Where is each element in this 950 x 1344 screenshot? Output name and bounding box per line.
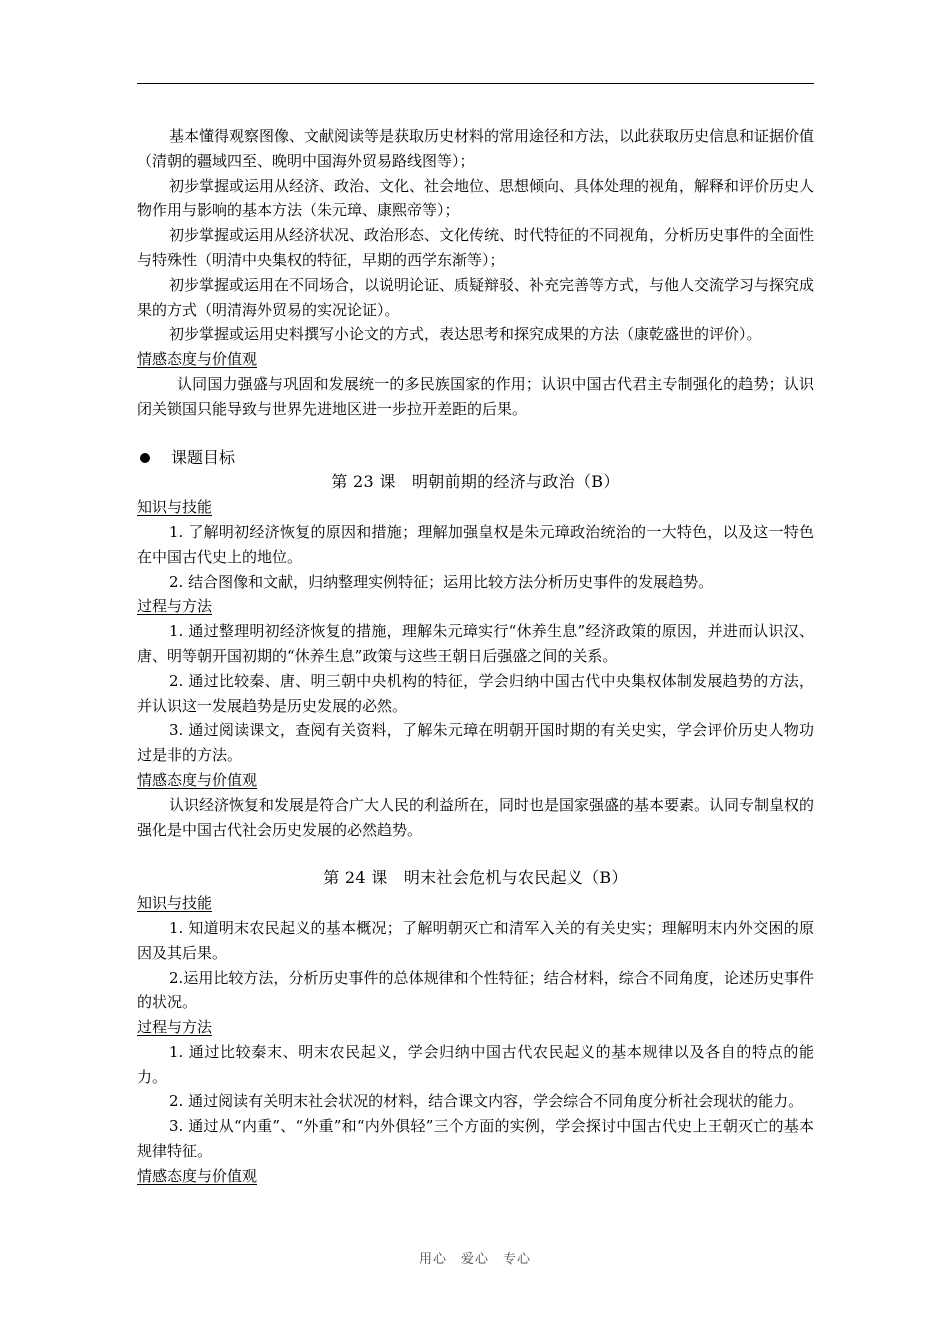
- intro-paragraph: 初步掌握或运用从经济、政治、文化、社会地位、思想倾向、具体处理的视角，解释和评价历史人物作用与影响的基本方法（朱元璋、康熙帝等）；: [137, 176, 815, 220]
- lesson-24-knowledge-item: 2.运用比较方法，分析历史事件的总体规律和个性特征；结合材料，综合不同角度，论述历史事件的状况。: [137, 968, 814, 1012]
- intro-paragraph: 初步掌握或运用从经济状况、政治形态、文化传统、时代特征的不同视角，分析历史事件的全面性与特殊性（明清中央集权的特征，早期的西学东渐等）；: [137, 226, 815, 269]
- header-rule: [137, 83, 814, 84]
- intro-attitude-text: 认同国力强盛与巩固和发展统一的多民族国家的作用；认识中国古代君主专制强化的趋势；认识闭关锁国只能导致与世界先进地区进一步拉开差距的后果。: [137, 374, 814, 418]
- intro-attitude-heading: 情感态度与价值观: [137, 350, 258, 369]
- lesson-23-knowledge-item: 2. 结合图像和文献，归纳整理实例特征；运用比较方法分析历史事件的发展趋势。: [169, 572, 714, 591]
- lesson-24-title: 第 24 课 明末社会危机与农民起义（B）: [323, 868, 628, 888]
- lesson-23-process-heading: 过程与方法: [137, 597, 213, 616]
- lesson-24-process-item: 2. 通过阅读有关明末社会状况的材料，结合课文内容，学会综合不同角度分析社会现状的能力。: [169, 1092, 804, 1111]
- lesson-24-process-heading: 过程与方法: [137, 1018, 213, 1037]
- lesson-23-knowledge-item: 1. 了解明初经济恢复的原因和措施；理解加强皇权是朱元璋政治统治的一大特色，以及这一特色在中国古代史上的地位。: [137, 522, 814, 566]
- lesson-23-attitude-heading: 情感态度与价值观: [137, 770, 258, 789]
- lesson-24-knowledge-item: 1. 知道明末农民起义的基本概况；了解明朝灭亡和清军入关的有关史实；理解明末内外交困的原因及其后果。: [137, 918, 814, 962]
- section-title: 课题目标: [171, 447, 236, 467]
- lesson-23-process-item: 2. 通过比较秦、唐、明三朝中央机构的特征，学会归纳中国古代中央集权体制发展趋势的方法，并认识这一发展趋势是历史发展的必然。: [137, 671, 814, 715]
- spacer: [137, 842, 814, 866]
- bullet-icon: [140, 453, 150, 463]
- lesson-24-knowledge-heading: 知识与技能: [137, 894, 213, 913]
- intro-paragraph: 初步掌握或运用史料撰写小论文的方式，表达思考和探究成果的方法（康乾盛世的评价）。: [169, 325, 762, 344]
- lesson-23-process-item: 3. 通过阅读课文，查阅有关资料，了解朱元璋在明朝开国时期的有关史实，学会评价历史人物功过是非的方法。: [137, 721, 814, 765]
- intro-paragraph: 初步掌握或运用在不同场合，以说明论证、质疑辩驳、补充完善等方式，与他人交流学习与探究成果的方式（明清海外贸易的实况论证）。: [137, 275, 815, 319]
- lesson-23-knowledge-heading: 知识与技能: [137, 498, 213, 517]
- lesson-24-attitude-heading: 情感态度与价值观: [137, 1166, 258, 1185]
- intro-paragraph: 基本懂得观察图像、文献阅读等是获取历史材料的常用途径和方法，以此获取历史信息和证据价值（清朝的疆域四至、晚明中国海外贸易路线图等）；: [137, 127, 815, 170]
- document-body: [137, 124, 814, 1189]
- page-footer: 用心 爱心 专心: [418, 1252, 531, 1267]
- section-heading: [137, 446, 814, 471]
- lesson-24-process-item: 1. 通过比较秦末、明末农民起义，学会归纳中国古代农民起义的基本规律以及各自的特点的能力。: [137, 1042, 814, 1086]
- spacer: [137, 422, 814, 446]
- lesson-23-process-item: 1. 通过整理明初经济恢复的措施，理解朱元璋实行“休养生息”经济政策的原因，并进而认识汉、唐、明等朝开国初期的“休养生息”政策与这些王朝日后强盛之间的关系。: [137, 622, 814, 665]
- lesson-23-attitude-text: 认识经济恢复和发展是符合广大人民的利益所在，同时也是国家强盛的基本要素。认同专制皇权的强化是中国古代社会历史发展的必然趋势。: [137, 795, 815, 839]
- lesson-23-title: 第 23 课 明朝前期的经济与政治（B）: [331, 472, 620, 492]
- lesson-24-process-item: 3. 通过从“内重”、“外重”和“内外俱轻”三个方面的实例，学会探讨中国古代史上王朝灭亡的基本规律特征。: [137, 1117, 814, 1161]
